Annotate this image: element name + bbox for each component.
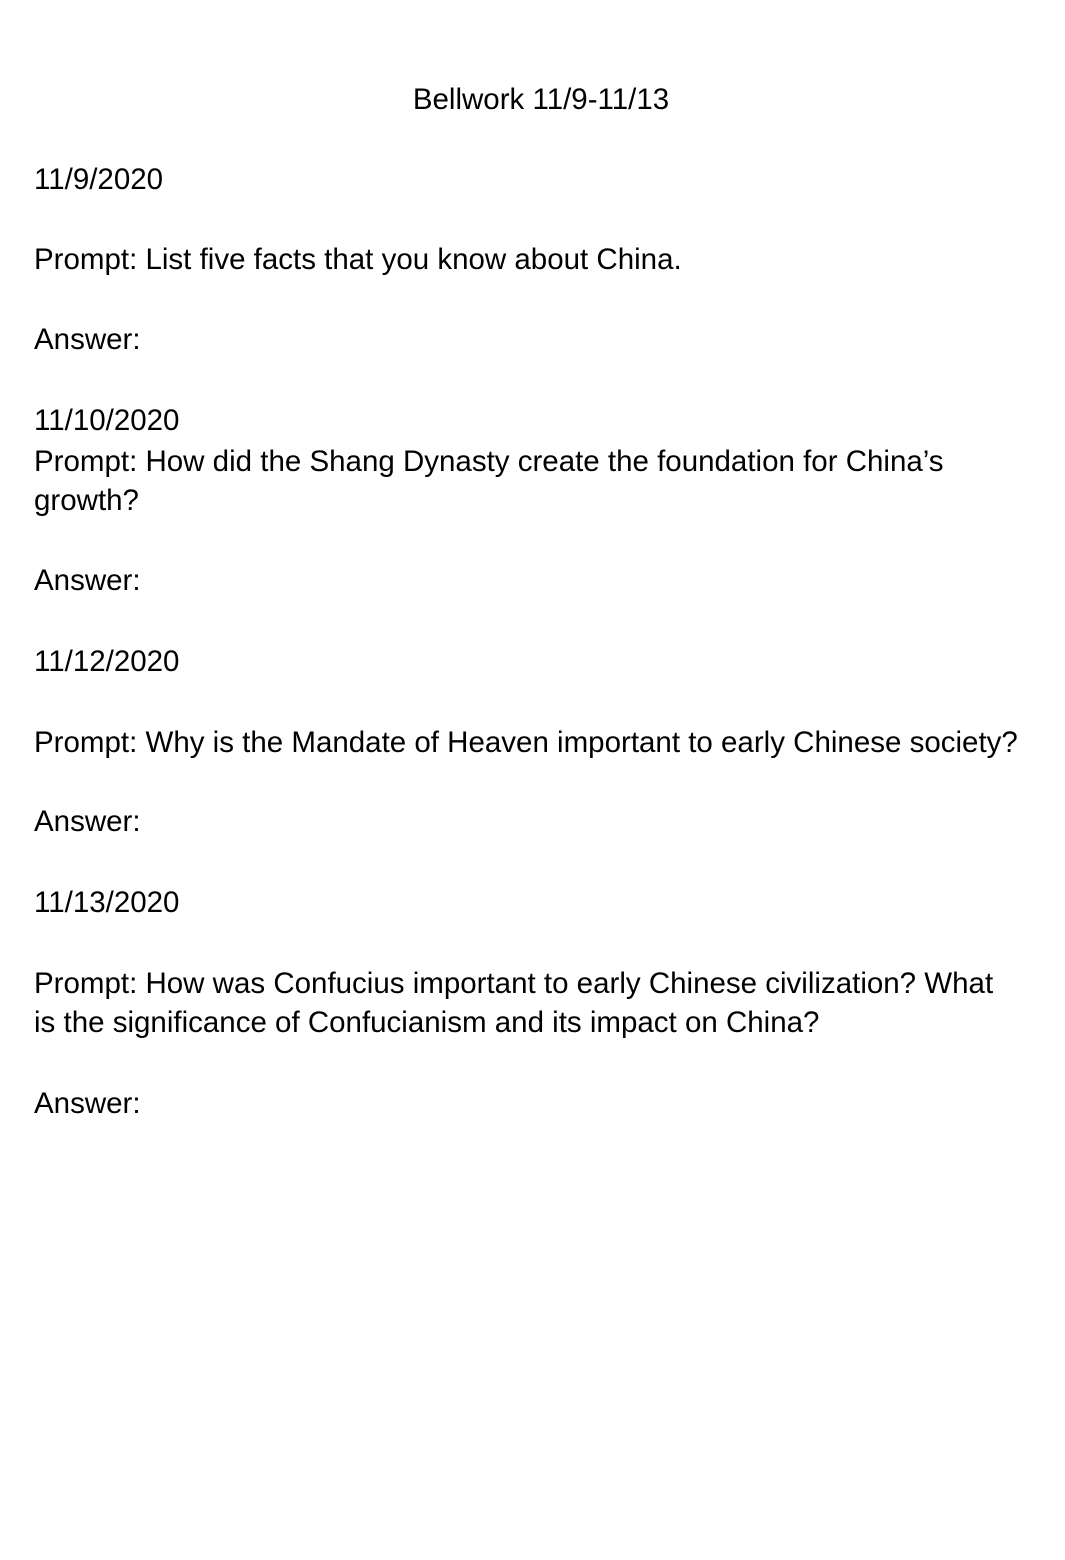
- answer-label: Answer:: [34, 323, 141, 356]
- entry-prompt-line: Prompt: How was Confucius important to early Chinese civilization? What: [34, 967, 994, 1000]
- entry-date: 11/10/2020: [34, 404, 180, 437]
- entry-prompt-line: is the significance of Confucianism and its impact on China?: [34, 1006, 820, 1039]
- entry-date: 11/12/2020: [34, 645, 180, 678]
- answer-label: Answer:: [34, 805, 141, 838]
- answer-label: Answer:: [34, 1087, 141, 1120]
- entry-prompt-line: Prompt: How did the Shang Dynasty create the foundation for China’s: [34, 445, 944, 478]
- entry-prompt: Prompt: List five facts that you know about China.: [34, 243, 682, 276]
- entry-prompt-line: growth?: [34, 484, 139, 517]
- entry-date: 11/9/2020: [34, 163, 164, 196]
- entry-date: 11/13/2020: [34, 886, 180, 919]
- entry-prompt: Prompt: Why is the Mandate of Heaven important to early Chinese society?: [34, 726, 1018, 759]
- document-title: Bellwork 11/9-11/13: [412, 83, 670, 116]
- answer-label: Answer:: [34, 564, 141, 597]
